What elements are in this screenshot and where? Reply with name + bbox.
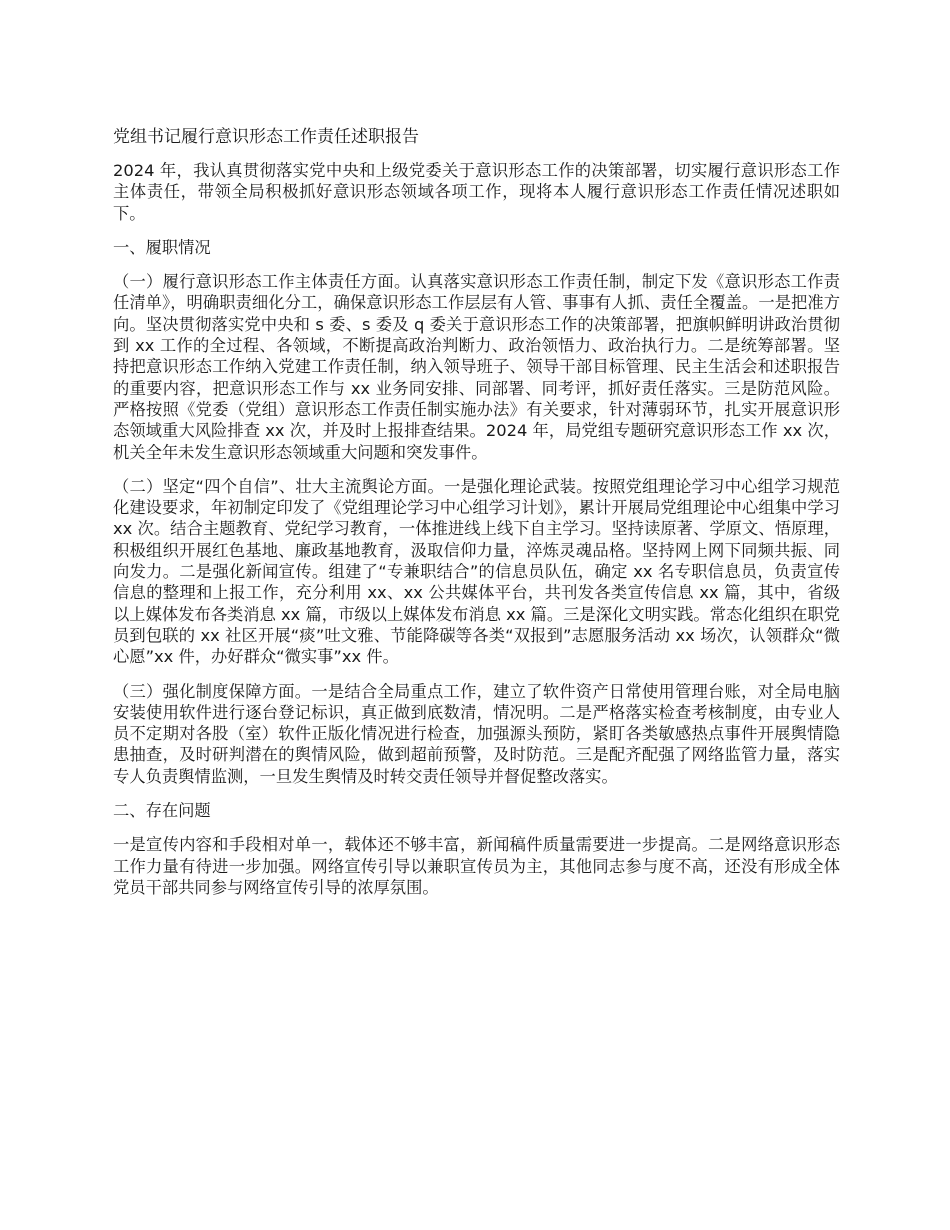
- paragraph-public-opinion: （二）坚定“四个自信”、壮大主流舆论方面。一是强化理论武装。按照党组理论学习中心组学习规范化建设要求，年初制定印发了《党组理论学习中心组学习计划》，累计开展局党组理论中心组集中学习 xx 次。结合主题教育、党纪学习教育，一体推进线上线下自主学习。坚持读原著、学原文、悟原理，积极组织开展红色基地、廉政基地教育，汲取信仰力量，淬炼灵魂品格。坚持网上网下同频共振、同向发力。二是强化新闻宣传。组建了“专兼职结合”的信息员队伍，确定 xx 名专职信息员，负责宣传信息的整理和上报工作，充分利用 xx、xx 公共媒体平台，共刊发各类宣传信息 xx 篇，其中，省级以上媒体发布各类消息 xx 篇，市级以上媒体发布消息 xx 篇。三是深化文明实践。常态化组织在职党员到包联的 xx 社区开展“痰”吐文雅、节能降碳等各类“双报到”志愿服务活动 xx 场次，认领群众“微心愿”xx 件，办好群众“微实事”xx 件。: [113, 476, 840, 667]
- intro-paragraph: 2024 年，我认真贯彻落实党中央和上级党委关于意识形态工作的决策部署，切实履行意识形态工作主体责任，带领全局积极抓好意识形态领域各项工作，现将本人履行意识形态工作责任情况述职如下。: [113, 161, 840, 223]
- paragraph-problems: 一是宣传内容和手段相对单一，载体还不够丰富，新闻稿件质量需要进一步提高。二是网络意识形态工作力量有待进一步加强。网络宣传引导以兼职宣传员为主，其他同志参与度不高，还没有形成全体党员干部共同参与网络宣传引导的浓厚氛围。: [113, 835, 840, 897]
- section-heading-problems: 二、存在问题: [113, 801, 211, 821]
- document-title: 党组书记履行意识形态工作责任述职报告: [113, 127, 419, 147]
- paragraph-institutional-guarantee: （三）强化制度保障方面。一是结合全局重点工作，建立了软件资产日常使用管理台账，对全局电脑安装使用软件进行逐台登记标识，真正做到底数清，情况明。二是严格落实检查考核制度，由专业人员不定期对各股（室）软件正版化情况进行检查，加强源头预防，紧盯各类敏感热点事件开展舆情隐患抽查，及时研判潜在的舆情风险，做到超前预警，及时防范。三是配齐配强了网络监管力量，落实专人负责舆情监测，一旦发生舆情及时转交责任领导并督促整改落实。: [113, 681, 840, 786]
- section-heading-performance: 一、履职情况: [113, 237, 211, 257]
- paragraph-main-responsibility: （一）履行意识形态工作主体责任方面。认真落实意识形态工作责任制，制定下发《意识形态工作责任清单》，明确职责细化分工，确保意识形态工作层层有人管、事事有人抓、责任全覆盖。一是把准方向。坚决贯彻落实党中央和 s 委、s 委及 q 委关于意识形态工作的决策部署，把旗帜鲜明讲政治贯彻到 xx 工作的全过程、各领域，不断提高政治判断力、政治领悟力、政治执行力。二是统筹部署。坚持把意识形态工作纳入党建工作责任制，纳入领导班子、领导干部目标管理、民主生活会和述职报告的重要内容，把意识形态工作与 xx 业务同安排、同部署、同考评，抓好责任落实。三是防范风险。严格按照《党委（党组）意识形态工作责任制实施办法》有关要求，针对薄弱环节，扎实开展意识形态领域重大风险排查 xx 次，并及时上报排查结果。2024 年，局党组专题研究意识形态工作 xx 次，机关全年未发生意识形态领域重大问题和突发事件。: [113, 272, 840, 462]
- document-page: [113, 126, 840, 911]
